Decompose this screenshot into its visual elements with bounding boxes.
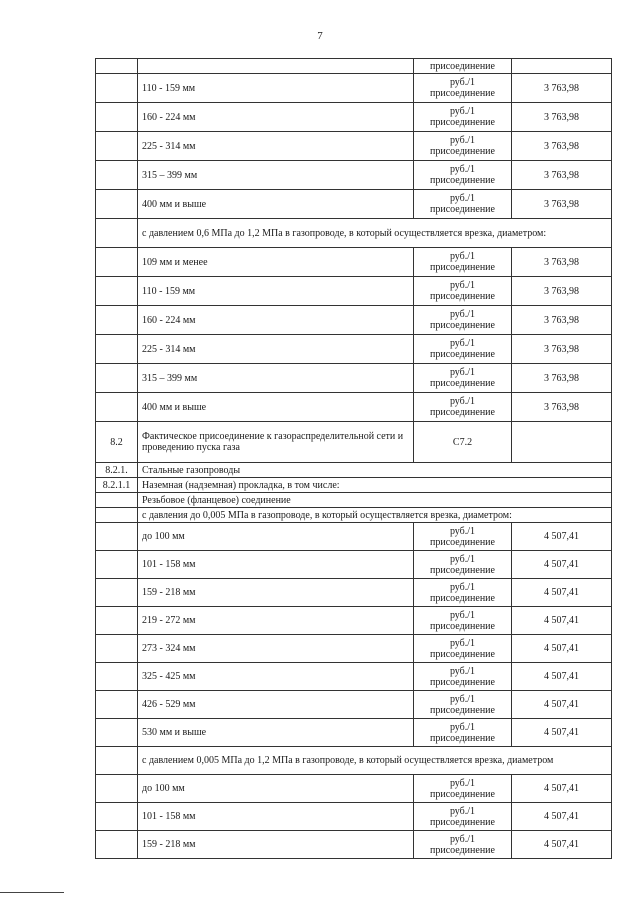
row-description-cell: 400 мм и выше <box>138 190 414 219</box>
row-number-cell <box>96 579 138 607</box>
row-price-cell: 3 763,98 <box>512 306 612 335</box>
footer-rule <box>0 892 64 893</box>
row-description-cell: 315 – 399 мм <box>138 364 414 393</box>
row-price-cell: 3 763,98 <box>512 74 612 103</box>
row-price-cell <box>512 422 612 463</box>
row-price-cell: 4 507,41 <box>512 635 612 663</box>
table-row <box>96 579 612 607</box>
row-number-cell <box>96 306 138 335</box>
table-row <box>96 775 612 803</box>
row-unit-cell: руб./1 присоединение <box>414 306 512 335</box>
row-unit-cell: руб./1 присоединение <box>414 663 512 691</box>
table-row <box>96 306 612 335</box>
table-row <box>96 277 612 306</box>
row-price-cell: 4 507,41 <box>512 551 612 579</box>
row-price-cell: 3 763,98 <box>512 161 612 190</box>
row-code-cell: С7.2 <box>414 422 512 463</box>
table-row <box>96 551 612 579</box>
row-number-cell: 8.2.1. <box>96 463 138 478</box>
row-unit-cell: руб./1 присоединение <box>414 277 512 306</box>
row-number-cell <box>96 364 138 393</box>
row-description-cell: 219 - 272 мм <box>138 607 414 635</box>
table-row <box>96 103 612 132</box>
table-row <box>96 691 612 719</box>
row-price-cell: 4 507,41 <box>512 523 612 551</box>
row-price-cell: 4 507,41 <box>512 775 612 803</box>
table-row <box>96 747 612 775</box>
row-unit-cell: руб./1 присоединение <box>414 691 512 719</box>
row-unit-cell: руб./1 присоединение <box>414 831 512 859</box>
row-number-cell <box>96 277 138 306</box>
row-number-cell <box>96 190 138 219</box>
row-description-cell: 101 - 158 мм <box>138 551 414 579</box>
row-unit-cell: руб./1 присоединение <box>414 393 512 422</box>
row-number-cell <box>96 691 138 719</box>
table-row <box>96 607 612 635</box>
row-description-cell: 315 – 399 мм <box>138 161 414 190</box>
table-row <box>96 663 612 691</box>
row-description-cell: до 100 мм <box>138 775 414 803</box>
row-description-cell: 110 - 159 мм <box>138 277 414 306</box>
row-description-cell: до 100 мм <box>138 523 414 551</box>
row-description-cell: 159 - 218 мм <box>138 579 414 607</box>
row-unit-cell: руб./1 присоединение <box>414 551 512 579</box>
table-row <box>96 59 612 74</box>
row-description-cell: 325 - 425 мм <box>138 663 414 691</box>
row-price-cell: 3 763,98 <box>512 103 612 132</box>
table-row <box>96 831 612 859</box>
row-number-cell <box>96 132 138 161</box>
table-row <box>96 248 612 277</box>
table-row <box>96 161 612 190</box>
row-description-cell: 160 - 224 мм <box>138 306 414 335</box>
row-number-cell: 8.2 <box>96 422 138 463</box>
row-unit-cell: руб./1 присоединение <box>414 523 512 551</box>
row-number-cell <box>96 493 138 508</box>
row-description-cell: 110 - 159 мм <box>138 74 414 103</box>
row-price-cell: 3 763,98 <box>512 277 612 306</box>
row-price-cell: 3 763,98 <box>512 335 612 364</box>
row-number-cell <box>96 775 138 803</box>
row-price-cell: 4 507,41 <box>512 831 612 859</box>
row-unit-cell: руб./1 присоединение <box>414 635 512 663</box>
row-price-cell: 3 763,98 <box>512 393 612 422</box>
row-unit-cell: присоединение <box>414 59 512 74</box>
row-unit-cell: руб./1 присоединение <box>414 161 512 190</box>
row-description-cell: 101 - 158 мм <box>138 803 414 831</box>
table-row <box>96 219 612 248</box>
row-description-cell: Фактическое присоединение к газораспределительной сети и проведению пуска газа <box>138 422 414 463</box>
row-number-cell <box>96 719 138 747</box>
row-price-cell: 4 507,41 <box>512 691 612 719</box>
row-description-cell: 225 - 314 мм <box>138 335 414 364</box>
row-unit-cell: руб./1 присоединение <box>414 803 512 831</box>
row-unit-cell: руб./1 присоединение <box>414 607 512 635</box>
row-description-cell: 530 мм и выше <box>138 719 414 747</box>
row-number-cell <box>96 161 138 190</box>
row-number-cell <box>96 335 138 364</box>
table-row <box>96 508 612 523</box>
subsection-heading-cell: с давлением 0,005 МПа до 1,2 МПа в газопроводе, в который осуществляется врезка, диаметром <box>138 747 612 775</box>
table-row <box>96 719 612 747</box>
row-description-cell: 159 - 218 мм <box>138 831 414 859</box>
table-row <box>96 523 612 551</box>
subsection-heading-cell: с давления до 0,005 МПа в газопроводе, в который осуществляется врезка, диаметром: <box>138 508 612 523</box>
row-number-cell <box>96 635 138 663</box>
row-price-cell: 3 763,98 <box>512 132 612 161</box>
tariff-table-body <box>96 59 612 859</box>
row-number-cell <box>96 219 138 248</box>
row-price-cell: 4 507,41 <box>512 719 612 747</box>
subsection-heading-cell: с давлением 0,6 МПа до 1,2 МПа в газопроводе, в который осуществляется врезка, диаметром: <box>138 219 612 248</box>
table-row <box>96 132 612 161</box>
table-row <box>96 803 612 831</box>
table-row <box>96 190 612 219</box>
row-unit-cell: руб./1 присоединение <box>414 775 512 803</box>
row-description-cell: 426 - 529 мм <box>138 691 414 719</box>
row-description-cell: 160 - 224 мм <box>138 103 414 132</box>
row-number-cell <box>96 508 138 523</box>
row-description-cell <box>138 59 414 74</box>
row-number-cell <box>96 523 138 551</box>
table-row <box>96 422 612 463</box>
row-number-cell <box>96 103 138 132</box>
row-number-cell <box>96 747 138 775</box>
page-number: 7 <box>317 30 323 42</box>
tariff-table <box>95 58 612 859</box>
section-heading-cell: Стальные газопроводы <box>138 463 612 478</box>
row-price-cell: 4 507,41 <box>512 607 612 635</box>
table-row <box>96 335 612 364</box>
row-price-cell <box>512 59 612 74</box>
row-price-cell: 3 763,98 <box>512 248 612 277</box>
subsection-heading-cell: Резьбовое (фланцевое) соединение <box>138 493 612 508</box>
row-description-cell: 225 - 314 мм <box>138 132 414 161</box>
row-unit-cell: руб./1 присоединение <box>414 103 512 132</box>
table-row <box>96 393 612 422</box>
row-unit-cell: руб./1 присоединение <box>414 719 512 747</box>
table-row <box>96 74 612 103</box>
row-unit-cell: руб./1 присоединение <box>414 579 512 607</box>
row-number-cell <box>96 831 138 859</box>
row-unit-cell: руб./1 присоединение <box>414 74 512 103</box>
table-row <box>96 463 612 478</box>
table-row <box>96 635 612 663</box>
row-number-cell <box>96 248 138 277</box>
table-row <box>96 478 612 493</box>
row-description-cell: 273 - 324 мм <box>138 635 414 663</box>
row-number-cell <box>96 393 138 422</box>
row-price-cell: 4 507,41 <box>512 803 612 831</box>
row-number-cell <box>96 803 138 831</box>
row-description-cell: 400 мм и выше <box>138 393 414 422</box>
row-unit-cell: руб./1 присоединение <box>414 190 512 219</box>
row-number-cell <box>96 59 138 74</box>
row-number-cell <box>96 551 138 579</box>
row-unit-cell: руб./1 присоединение <box>414 335 512 364</box>
row-number-cell: 8.2.1.1 <box>96 478 138 493</box>
row-number-cell <box>96 74 138 103</box>
row-price-cell: 3 763,98 <box>512 364 612 393</box>
row-unit-cell: руб./1 присоединение <box>414 132 512 161</box>
table-row <box>96 493 612 508</box>
row-price-cell: 3 763,98 <box>512 190 612 219</box>
table-row <box>96 364 612 393</box>
row-price-cell: 4 507,41 <box>512 663 612 691</box>
row-price-cell: 4 507,41 <box>512 579 612 607</box>
row-unit-cell: руб./1 присоединение <box>414 248 512 277</box>
section-heading-cell: Наземная (надземная) прокладка, в том числе: <box>138 478 612 493</box>
row-description-cell: 109 мм и менее <box>138 248 414 277</box>
row-unit-cell: руб./1 присоединение <box>414 364 512 393</box>
row-number-cell <box>96 607 138 635</box>
row-number-cell <box>96 663 138 691</box>
